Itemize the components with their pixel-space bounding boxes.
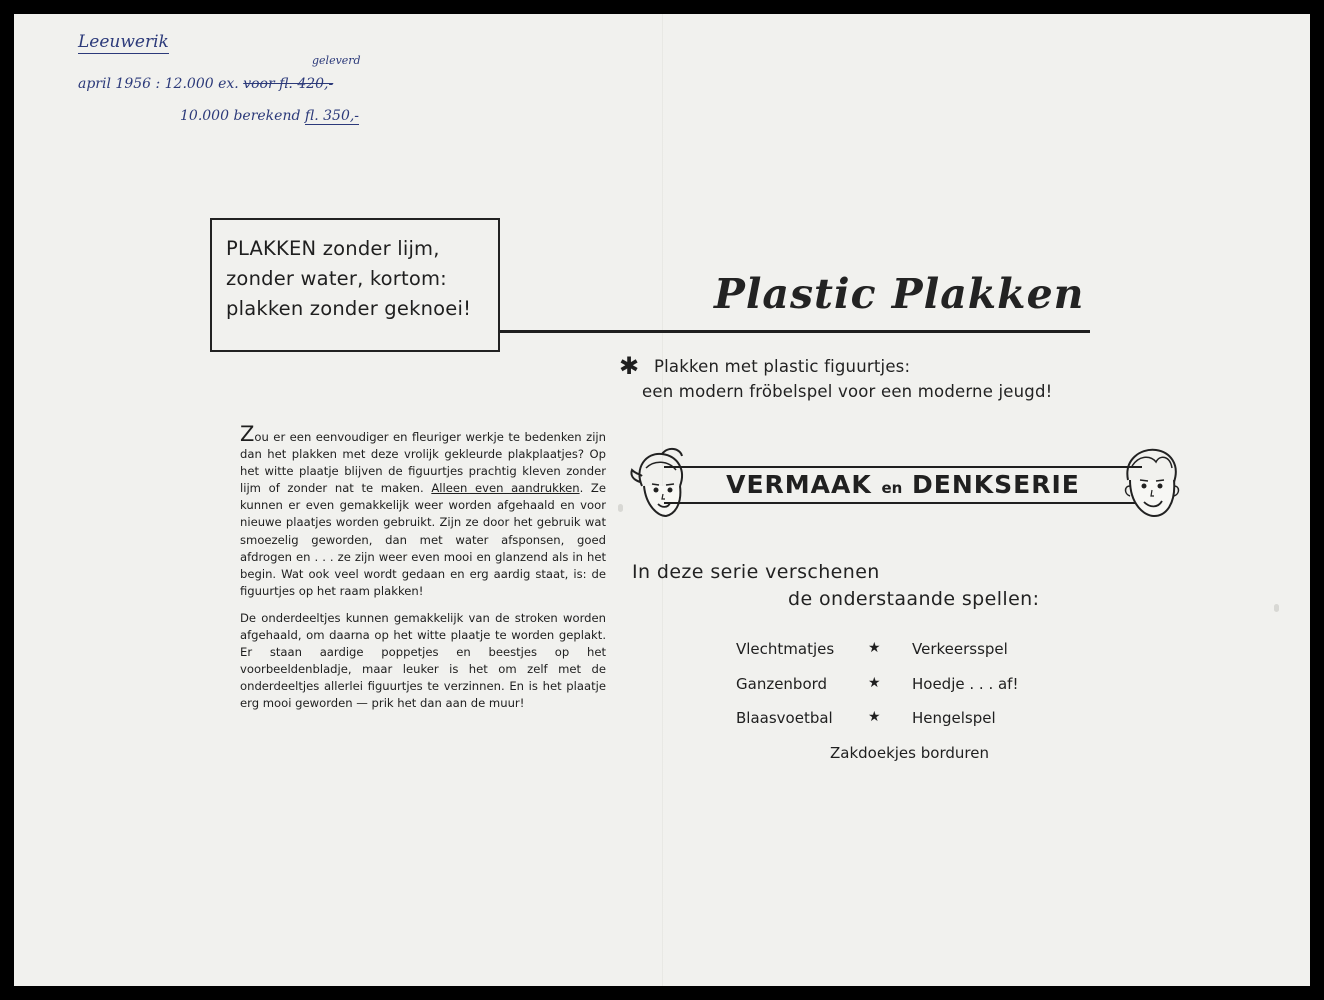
boy-face-icon bbox=[1118, 446, 1184, 522]
series-heading bbox=[632, 559, 1039, 613]
handwritten-line-1-prefix: april 1956 : 12.000 ex. bbox=[78, 76, 239, 92]
body-paragraph-1 bbox=[240, 422, 607, 600]
game-item: Hengelspel bbox=[912, 709, 996, 727]
drop-cap: Z bbox=[240, 422, 255, 446]
game-item: Blaasvoetbal bbox=[736, 709, 833, 727]
series-heading-line-1: In deze serie verschenen bbox=[632, 561, 880, 583]
handwritten-billed: berekend bbox=[233, 108, 301, 124]
banner-part-2: DENKSERIE bbox=[912, 470, 1080, 499]
body-text bbox=[240, 422, 607, 713]
handwritten-line-2 bbox=[180, 108, 359, 124]
game-item: Vlechtmatjes bbox=[736, 640, 835, 658]
tagline-line-2: een modern fröbelspel voor een moderne jeugd! bbox=[642, 382, 1053, 401]
handwritten-title: Leeuwerik bbox=[78, 32, 169, 52]
banner-band bbox=[664, 466, 1142, 504]
banner-connector: en bbox=[881, 479, 903, 497]
punch-hole bbox=[1274, 604, 1279, 612]
series-heading-line-2: de onderstaande spellen: bbox=[788, 588, 1040, 610]
page-title: Plastic Plakken bbox=[714, 270, 1085, 318]
document-sheet bbox=[14, 14, 1310, 986]
slogan-line-1: PLAKKEN zonder lijm, bbox=[226, 237, 440, 260]
game-item-last: Zakdoekjes borduren bbox=[830, 744, 989, 762]
slogan-box bbox=[210, 218, 500, 352]
handwritten-struck-text: voor fl. 420,- bbox=[243, 76, 334, 92]
slogan-line-3: plakken zonder geknoei! bbox=[226, 297, 472, 320]
body-underlined-phrase: Alleen even aandrukken bbox=[431, 481, 580, 496]
body-paragraph-1-part-b: . Ze kunnen er even gemakkelijk weer worden afgehaald en voor nieuwe plaatjes worden gebruikt. Zijn ze door het gebruik wat smoezelig geworden, dan met water afsponsen, goed afdrogen en . . . ze zijn weer even mooi en glanzend als in het begin. Wat ook veel wordt gedaan en erg aardig staat, is: de figuurtjes op het raam plakken! bbox=[240, 481, 607, 598]
star-icon: ★ bbox=[868, 675, 881, 691]
tagline bbox=[642, 354, 1052, 404]
title-underline bbox=[500, 330, 1090, 333]
banner-part-1: VERMAAK bbox=[726, 470, 872, 499]
body-paragraph-1-part-a: ou er een eenvoudiger en fleuriger werkje te bedenken zijn dan het plakken met deze vrolijk gekleurde plakplaatjes? Op het witte plaatje blijven de figuurtjes prachtig kleven zonder lijm of zonder nat te maken. bbox=[240, 430, 606, 496]
punch-hole bbox=[618, 504, 623, 512]
slogan-line-2: zonder water, kortom: bbox=[226, 267, 447, 290]
game-item: Verkeersspel bbox=[912, 640, 1008, 658]
series-banner bbox=[628, 446, 1184, 522]
handwritten-quantity: 10.000 bbox=[180, 108, 229, 124]
asterisk-icon: ✱ bbox=[619, 352, 640, 380]
body-paragraph-2: De onderdeeltjes kunnen gemakkelijk van de stroken worden afgehaald, om daarna op het witte plaatje te worden geplakt. Er staan aardige poppetjes en beestjes op het voorbeeldenbladje, maar leuker is het om zelf met de onderdeeltjes allerlei figuurtjes te verzinnen. En is het plaatje erg mooi geworden — prik het dan aan de muur! bbox=[240, 610, 606, 711]
handwritten-amount: fl. 350,- bbox=[304, 108, 360, 124]
star-icon: ★ bbox=[868, 709, 881, 725]
handwritten-inserted-word: geleverd bbox=[312, 54, 361, 67]
game-item: Hoedje . . . af! bbox=[912, 675, 1019, 693]
star-icon: ★ bbox=[868, 640, 881, 656]
game-item: Ganzenbord bbox=[736, 675, 828, 693]
handwritten-line-1 bbox=[78, 76, 333, 92]
tagline-line-1: Plakken met plastic figuurtjes: bbox=[654, 357, 911, 376]
